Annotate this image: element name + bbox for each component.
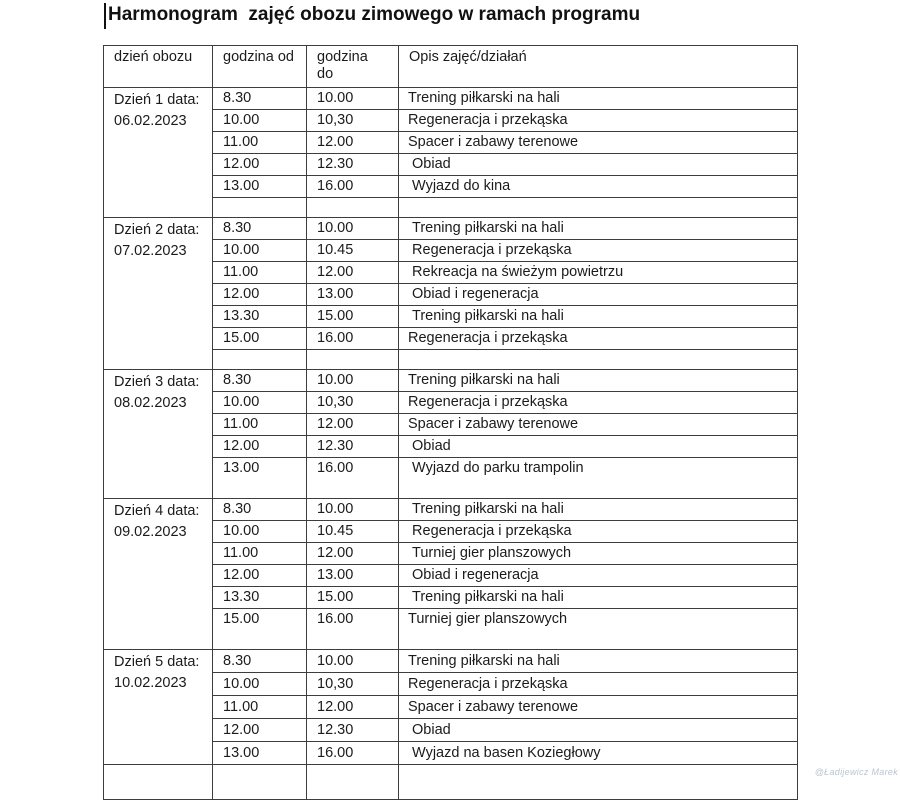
time-to-cell: 10,30 xyxy=(307,673,399,696)
time-to-cell: 12.00 xyxy=(307,696,399,719)
activity-cell: Rekreacja na świeżym powietrzu xyxy=(399,262,798,284)
time-to-cell: 16.00 xyxy=(307,458,399,480)
page-title: Harmonogram zajęć obozu zimowego w ramach programu xyxy=(108,4,641,25)
empty-row xyxy=(104,765,798,800)
time-to-cell: 10.00 xyxy=(307,218,399,240)
day-cell xyxy=(104,218,213,370)
activity-cell: Trening piłkarski na hali xyxy=(399,587,798,609)
time-to-cell: 12.30 xyxy=(307,436,399,458)
time-to-cell: 15.00 xyxy=(307,587,399,609)
time-to-cell: 10.45 xyxy=(307,240,399,262)
activity-cell: Obiad xyxy=(399,719,798,742)
empty-cell xyxy=(104,765,213,800)
time-to-cell: 12.00 xyxy=(307,414,399,436)
time-from-cell: 8.30 xyxy=(213,218,307,240)
activity-cell: Trening piłkarski na hali xyxy=(399,88,798,110)
time-from-cell: 10.00 xyxy=(213,240,307,262)
time-to-cell: 12.30 xyxy=(307,154,399,176)
time-from-cell: 12.00 xyxy=(213,284,307,306)
table-row xyxy=(104,650,798,673)
text-caret xyxy=(104,3,106,29)
time-to-cell: 10.00 xyxy=(307,499,399,521)
time-from-cell: 8.30 xyxy=(213,650,307,673)
empty-cell xyxy=(307,765,399,800)
activity-cell: Wyjazd do parku trampolin xyxy=(399,458,798,480)
header-row xyxy=(104,46,798,88)
time-to-cell: 10,30 xyxy=(307,392,399,414)
activity-cell: Regeneracja i przekąska xyxy=(399,240,798,262)
time-from-cell: 13.00 xyxy=(213,742,307,765)
time-from-cell: 12.00 xyxy=(213,719,307,742)
time-from-cell: 12.00 xyxy=(213,154,307,176)
table-row xyxy=(104,370,798,392)
time-from-cell: 10.00 xyxy=(213,392,307,414)
time-from-cell: 13.00 xyxy=(213,458,307,480)
time-from-cell: 10.00 xyxy=(213,521,307,543)
time-from-cell: 13.00 xyxy=(213,176,307,198)
day-label: Dzień 4 data: xyxy=(114,503,200,519)
header-desc: Opis zajęć/działań xyxy=(399,46,798,88)
time-to-cell: 13.00 xyxy=(307,284,399,306)
empty-cell xyxy=(399,198,798,218)
day-label: Dzień 5 data: xyxy=(114,654,200,670)
time-to-cell: 10,30 xyxy=(307,110,399,132)
activity-cell: Trening piłkarski na hali xyxy=(399,370,798,392)
table-row xyxy=(104,88,798,110)
time-from-cell: 12.00 xyxy=(213,436,307,458)
header-from: godzina od xyxy=(213,46,307,88)
activity-cell: Turniej gier planszowych xyxy=(399,543,798,565)
day-date: 10.02.2023 xyxy=(114,675,187,691)
day-cell xyxy=(104,370,213,499)
activity-cell: Obiad i regeneracja xyxy=(399,284,798,306)
time-to-cell: 16.00 xyxy=(307,176,399,198)
time-from-cell: 11.00 xyxy=(213,132,307,154)
empty-cell xyxy=(213,479,307,499)
empty-cell xyxy=(307,350,399,370)
activity-cell: Spacer i zabawy terenowe xyxy=(399,414,798,436)
empty-cell xyxy=(307,479,399,499)
day-cell xyxy=(104,88,213,218)
activity-cell: Trening piłkarski na hali xyxy=(399,499,798,521)
time-from-cell: 13.30 xyxy=(213,587,307,609)
empty-cell xyxy=(307,198,399,218)
empty-cell xyxy=(399,479,798,499)
empty-cell xyxy=(307,630,399,650)
time-from-cell: 8.30 xyxy=(213,88,307,110)
day-date: 06.02.2023 xyxy=(114,113,187,129)
activity-cell: Trening piłkarski na hali xyxy=(399,650,798,673)
time-to-cell: 13.00 xyxy=(307,565,399,587)
time-from-cell: 11.00 xyxy=(213,696,307,719)
time-from-cell: 15.00 xyxy=(213,609,307,631)
time-from-cell: 13.30 xyxy=(213,306,307,328)
time-from-cell: 11.00 xyxy=(213,414,307,436)
day-label: Dzień 1 data: xyxy=(114,92,200,108)
time-to-cell: 12.00 xyxy=(307,543,399,565)
activity-cell: Obiad xyxy=(399,154,798,176)
day-date: 07.02.2023 xyxy=(114,243,187,259)
time-from-cell: 15.00 xyxy=(213,328,307,350)
activity-cell: Regeneracja i przekąska xyxy=(399,392,798,414)
activity-cell: Spacer i zabawy terenowe xyxy=(399,696,798,719)
empty-cell xyxy=(213,630,307,650)
activity-cell: Turniej gier planszowych xyxy=(399,609,798,631)
activity-cell: Wyjazd na basen Koziegłowy xyxy=(399,742,798,765)
time-from-cell: 12.00 xyxy=(213,565,307,587)
time-to-cell: 12.00 xyxy=(307,262,399,284)
empty-cell xyxy=(213,350,307,370)
activity-cell: Trening piłkarski na hali xyxy=(399,306,798,328)
table-header xyxy=(104,46,798,88)
time-from-cell: 10.00 xyxy=(213,673,307,696)
time-to-cell: 10.00 xyxy=(307,650,399,673)
activity-cell: Regeneracja i przekąska xyxy=(399,673,798,696)
empty-cell xyxy=(399,765,798,800)
day-label: Dzień 2 data: xyxy=(114,222,200,238)
activity-cell: Regeneracja i przekąska xyxy=(399,521,798,543)
day-label: Dzień 3 data: xyxy=(114,374,200,390)
schedule-table xyxy=(103,45,798,800)
time-from-cell: 11.00 xyxy=(213,262,307,284)
header-to: godzina do xyxy=(307,46,399,88)
time-to-cell: 12.30 xyxy=(307,719,399,742)
day-cell xyxy=(104,650,213,765)
time-to-cell: 16.00 xyxy=(307,328,399,350)
activity-cell: Spacer i zabawy terenowe xyxy=(399,132,798,154)
empty-cell xyxy=(399,350,798,370)
time-to-cell: 10.00 xyxy=(307,370,399,392)
time-to-cell: 12.00 xyxy=(307,132,399,154)
time-to-cell: 10.00 xyxy=(307,88,399,110)
day-cell xyxy=(104,499,213,650)
activity-cell: Obiad i regeneracja xyxy=(399,565,798,587)
activity-cell: Regeneracja i przekąska xyxy=(399,110,798,132)
activity-cell: Obiad xyxy=(399,436,798,458)
header-day: dzień obozu xyxy=(104,46,213,88)
activity-cell: Regeneracja i przekąska xyxy=(399,328,798,350)
time-to-cell: 15.00 xyxy=(307,306,399,328)
time-to-cell: 16.00 xyxy=(307,742,399,765)
time-from-cell: 8.30 xyxy=(213,499,307,521)
time-to-cell: 10.45 xyxy=(307,521,399,543)
time-from-cell: 10.00 xyxy=(213,110,307,132)
day-date: 09.02.2023 xyxy=(114,524,187,540)
activity-cell: Trening piłkarski na hali xyxy=(399,218,798,240)
table-row xyxy=(104,499,798,521)
day-date: 08.02.2023 xyxy=(114,395,187,411)
activity-cell: Wyjazd do kina xyxy=(399,176,798,198)
time-from-cell: 11.00 xyxy=(213,543,307,565)
empty-cell xyxy=(213,198,307,218)
time-to-cell: 16.00 xyxy=(307,609,399,631)
empty-cell xyxy=(399,630,798,650)
empty-cell xyxy=(213,765,307,800)
watermark: @Ładijewicz Marek xyxy=(814,767,898,777)
table-row xyxy=(104,218,798,240)
time-from-cell: 8.30 xyxy=(213,370,307,392)
